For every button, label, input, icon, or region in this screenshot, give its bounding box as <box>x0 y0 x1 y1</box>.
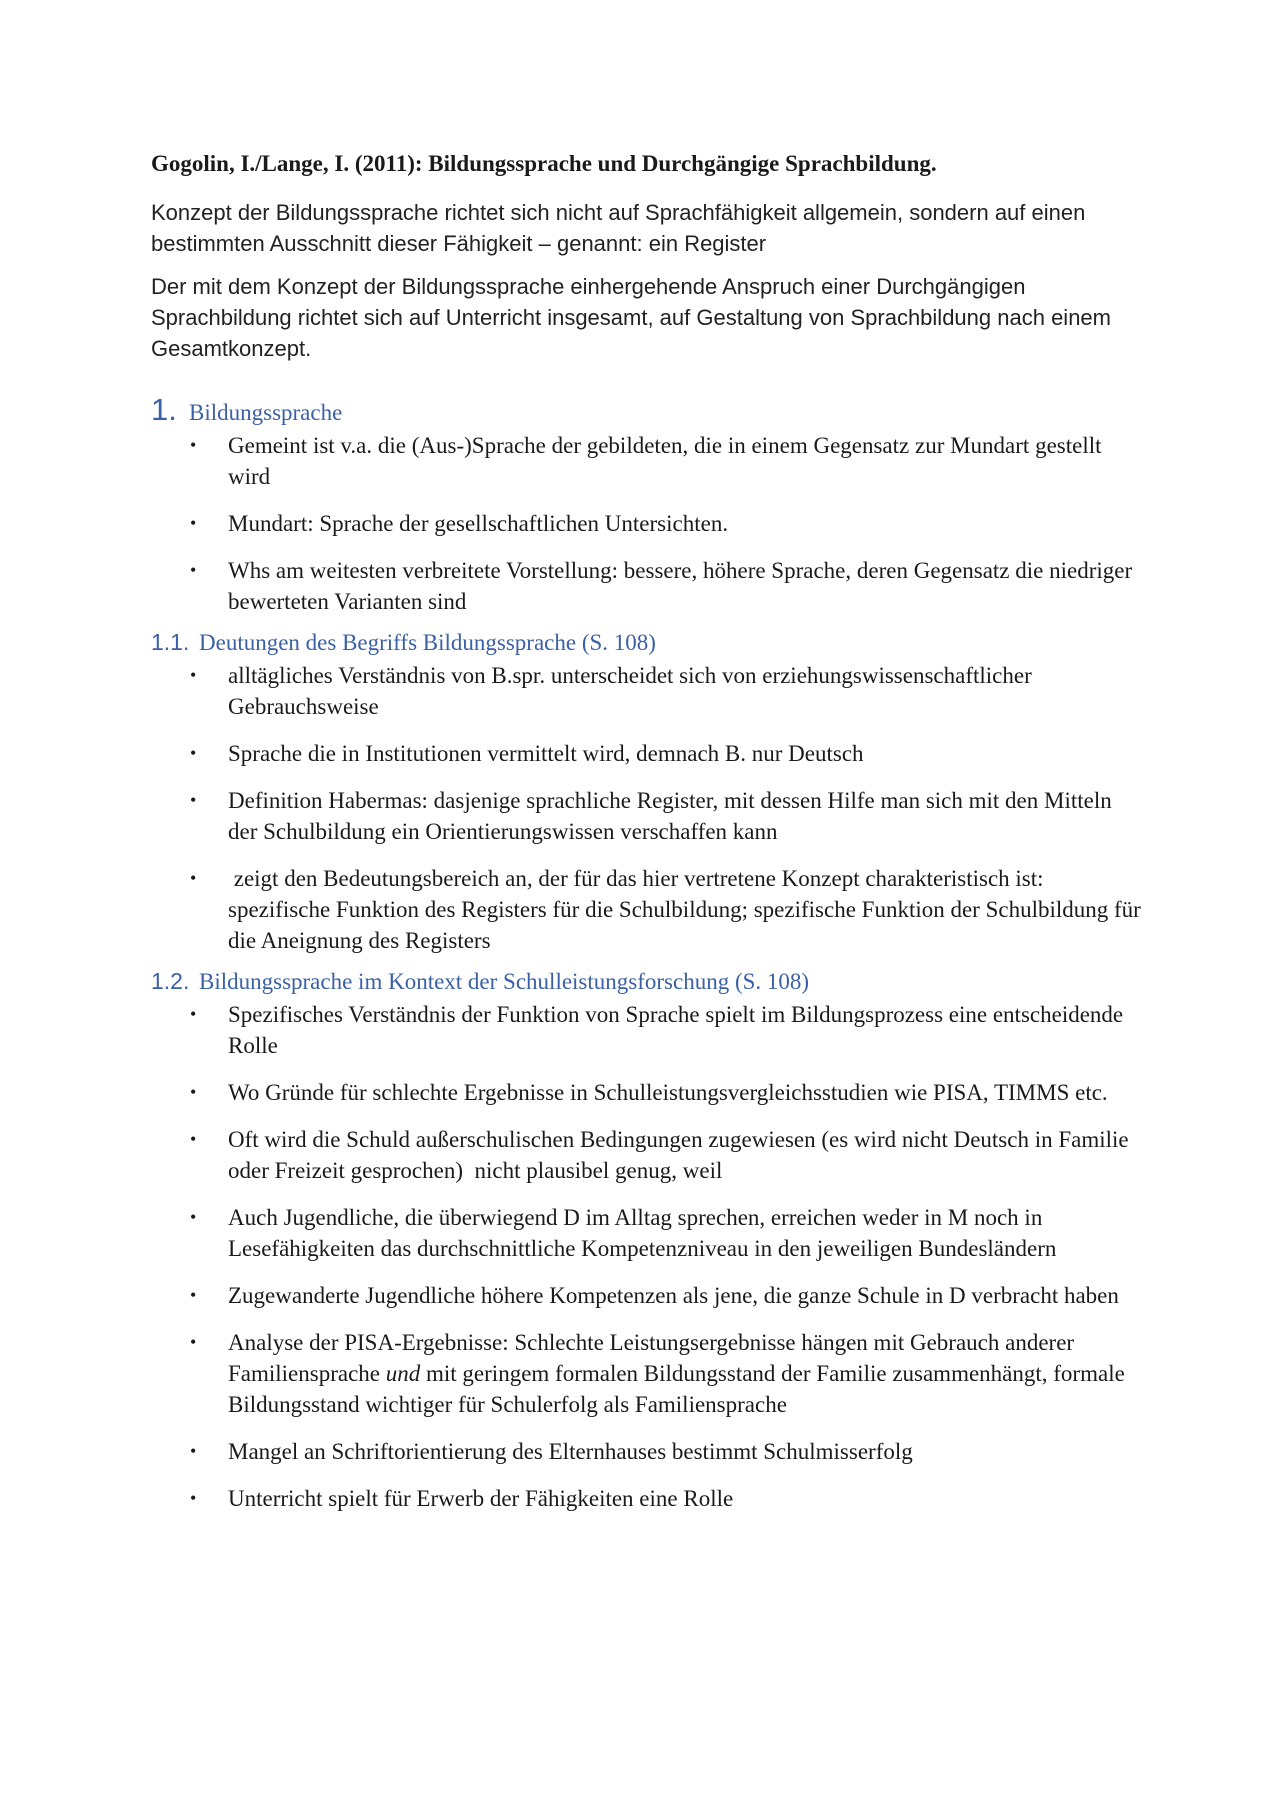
bullet-icon: • <box>190 1285 197 1305</box>
list-item-text-part: Analyse der PISA-Ergebnisse: Schlechte Leistungsergebnisse hängen mit Gebrauch anderer Familiensprache <box>228 1330 1075 1386</box>
list-item-text <box>228 1330 1125 1417</box>
section-1-2-number: 1.2. <box>151 968 190 994</box>
list-item-text: Unterricht spielt für Erwerb der Fähigkeiten eine Rolle <box>228 1486 734 1511</box>
intro-paragraph-1: Konzept der Bildungssprache richtet sich nicht auf Sprachfähigkeit allgemein, sondern auf einen bestimmten Ausschnitt dieser Fähigkeit – genannt: ein Register <box>151 200 1086 256</box>
list-item-text: Zugewanderte Jugendliche höhere Kompetenzen als jene, die ganze Schule in D verbracht haben <box>228 1283 1119 1308</box>
list-item <box>151 1202 1141 1264</box>
list-item <box>151 863 1147 956</box>
section-1-number: 1. <box>151 392 177 427</box>
list-item-text: Mundart: Sprache der gesellschaftlichen Untersichten. <box>228 511 729 536</box>
list-item <box>151 738 1141 769</box>
list-item-text: Auch Jugendliche, die überwiegend D im Alltag sprechen, erreichen weder in M noch in Lesefähigkeiten das durchschnittliche Kompetenzniveau in den jeweiligen Bundesländern <box>228 1205 1057 1261</box>
bullet-icon: • <box>190 513 197 533</box>
section-1-1-title: Deutungen des Begriffs Bildungssprache (S. 108) <box>199 630 656 655</box>
bullet-icon: • <box>190 868 197 888</box>
list-item-text: Mangel an Schriftorientierung des Elternhauses bestimmt Schulmisserfolg <box>228 1439 913 1464</box>
bullet-icon: • <box>190 1082 197 1102</box>
list-item <box>151 430 1141 492</box>
list-item <box>151 1483 1141 1514</box>
list-item <box>151 1077 1141 1108</box>
section-1-2-heading <box>151 966 1141 997</box>
bullet-icon: • <box>190 665 197 685</box>
list-item <box>151 1436 1141 1467</box>
list-item-text: Wo Gründe für schlechte Ergebnisse in Schulleistungsvergleichsstudien wie PISA, TIMMS etc. <box>228 1080 1108 1105</box>
list-item-text: alltägliches Verständnis von B.spr. unterscheidet sich von erziehungswissenschaftlicher Gebrauchsweise <box>228 663 1032 719</box>
list-item-text: zeigt den Bedeutungsbereich an, der für das hier vertretene Konzept charakteristisch ist: spezifische Funktion des Registers für die Schulbildung; spezifische Funktion der Schulbildung für die Aneignung des Registers <box>228 866 1147 953</box>
list-item-text: Definition Habermas: dasjenige sprachliche Register, mit dessen Hilfe man sich mit den Mitteln der Schulbildung ein Orientierungswissen verschaffen kann <box>228 788 1112 844</box>
section-1-2-bullet-list <box>151 999 1141 1514</box>
bullet-icon: • <box>190 1488 197 1508</box>
bullet-icon: • <box>190 560 197 580</box>
list-item <box>151 660 1141 722</box>
section-1-2-title: Bildungssprache im Kontext der Schulleistungsforschung (S. 108) <box>199 969 810 994</box>
document-page <box>151 148 1147 1514</box>
bullet-icon: • <box>190 743 197 763</box>
intro-paragraph-2: Der mit dem Konzept der Bildungssprache einhergehende Anspruch einer Durchgängigen Sprachbildung richtet sich auf Unterricht insgesamt, auf Gestaltung von Sprachbildung nach einem Gesamtkonzept. <box>151 274 1111 361</box>
section-1-title: Bildungssprache <box>189 400 343 425</box>
list-item <box>151 1327 1141 1420</box>
section-1-1-bullet-list <box>151 660 1147 956</box>
list-item-text: Sprache die in Institutionen vermittelt wird, demnach B. nur Deutsch <box>228 741 864 766</box>
list-item-text: Spezifisches Verständnis der Funktion von Sprache spielt im Bildungsprozess eine entscheidende Rolle <box>228 1002 1124 1058</box>
bullet-icon: • <box>190 790 197 810</box>
list-item-text-part: mit geringem formalen Bildungsstand der Familie zusammenhängt, formale Bildungsstand wichtiger für Schulerfolg als Familiensprache <box>228 1361 1125 1417</box>
list-item <box>151 1124 1141 1186</box>
list-item <box>151 785 1141 847</box>
list-item <box>151 999 1141 1061</box>
list-item <box>151 555 1141 617</box>
list-item-text: Whs am weitesten verbreitete Vorstellung: bessere, höhere Sprache, deren Gegensatz die niedriger bewerteten Varianten sind <box>228 558 1133 614</box>
list-item-text: Oft wird die Schuld außerschulischen Bedingungen zugewiesen (es wird nicht Deutsch in Familie oder Freizeit gesprochen) nicht plausibel genug, weil <box>228 1127 1135 1183</box>
section-1-1-number: 1.1. <box>151 629 190 655</box>
bullet-icon: • <box>190 1332 197 1352</box>
list-item-text: Gemeint ist v.a. die (Aus-)Sprache der gebildeten, die in einem Gegensatz zur Mundart gestellt wird <box>228 433 1102 489</box>
bullet-icon: • <box>190 1441 197 1461</box>
document-title: Gogolin, I./Lange, I. (2011): Bildungssprache und Durchgängige Sprachbildung. <box>151 151 937 176</box>
list-item <box>151 508 1141 539</box>
bullet-icon: • <box>190 1207 197 1227</box>
bullet-icon: • <box>190 435 197 455</box>
list-item <box>151 1280 1141 1311</box>
bullet-icon: • <box>190 1004 197 1024</box>
section-1-1-heading <box>151 627 1141 658</box>
section-1-bullet-list <box>151 430 1141 617</box>
bullet-icon: • <box>190 1129 197 1149</box>
emphasis-text: und <box>385 1361 421 1386</box>
section-1-heading <box>151 392 1141 428</box>
